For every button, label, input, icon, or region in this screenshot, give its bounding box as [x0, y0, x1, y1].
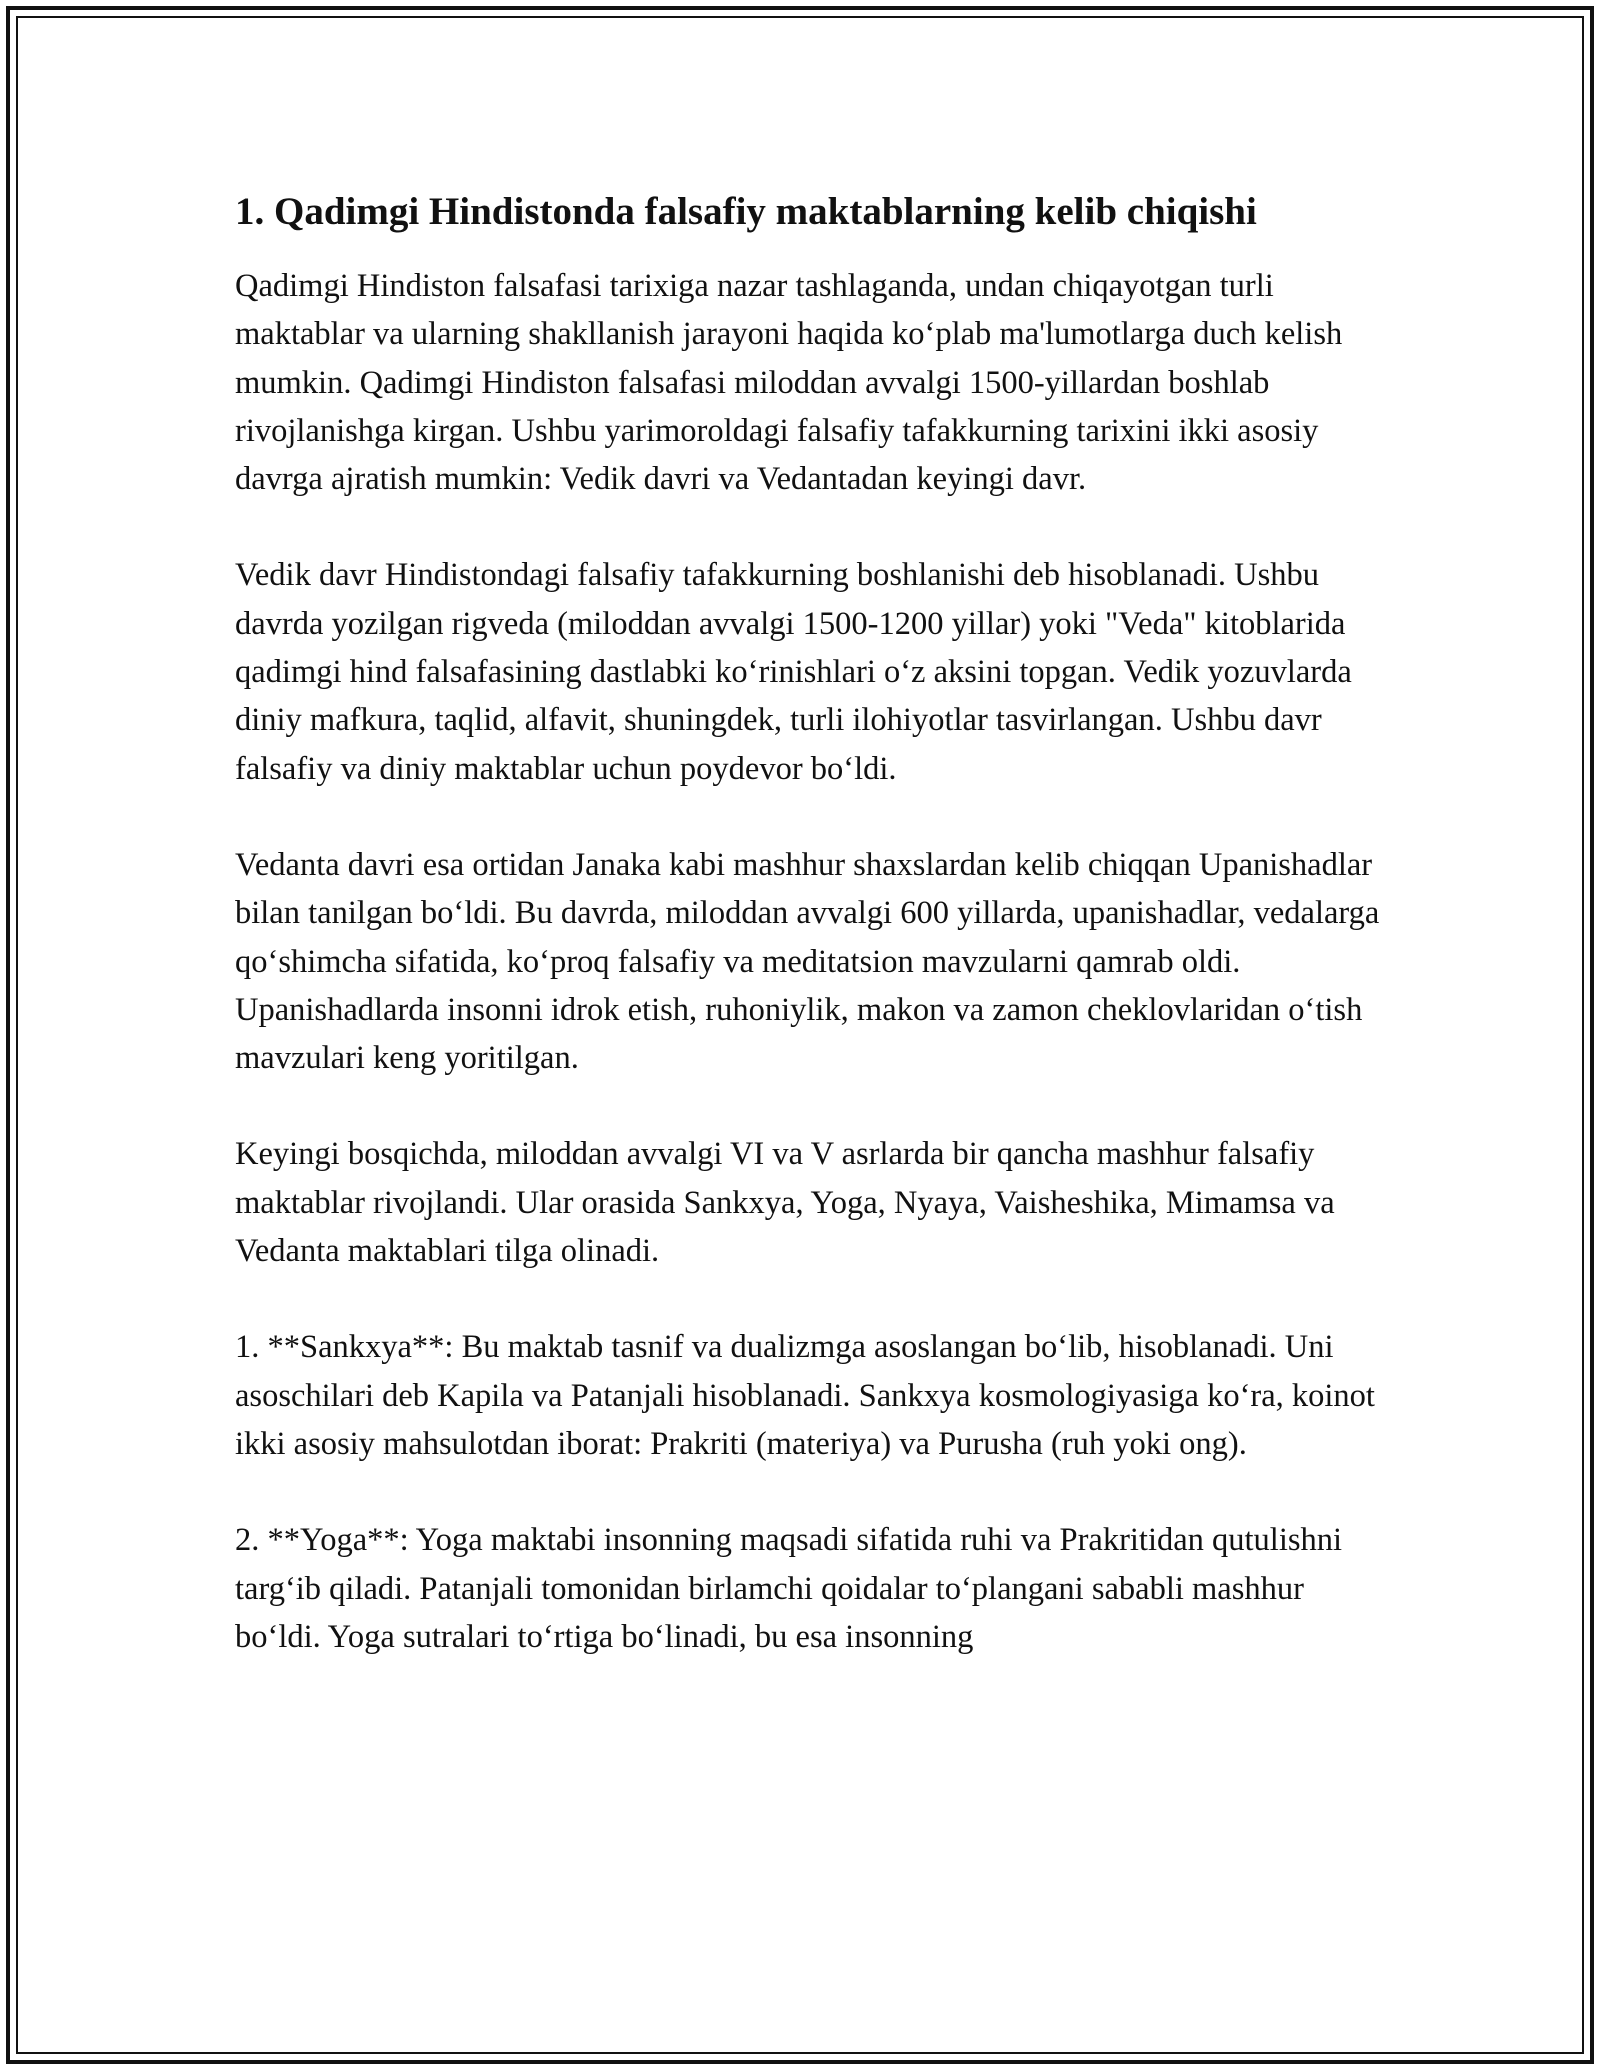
section-heading: 1. Qadimgi Hindistonda falsafiy maktablarning kelib chiqishi: [235, 190, 1257, 233]
paragraph-schools: Keyingi bosqichda, miloddan avvalgi VI va V asrlarda bir qancha mashhur falsafiy maktablar rivojlandi. Ular orasida Sankxya, Yoga, Nyaya, Vaisheshika, Mimamsa va Vedanta maktablari tilga olinadi.: [235, 1136, 1335, 1270]
document-page: [235, 184, 1385, 1661]
paragraph-vedic-period: Vedik davr Hindistondagi falsafiy tafakkurning boshlanishi deb hisoblanadi. Ushbu davrda yozilgan rigveda (miloddan avvalgi 1500-1200 yillar) yoki "Veda" kitoblarida qadimgi hind falsafasining dastlabki ko‘rinishlari o‘z aksini topgan. Vedik yozuvlarda diniy mafkura, taqlid, alfavit, shuningdek, turli ilohiyotlar tasvirlangan. Ushbu davr falsafiy va diniy maktablar uchun poydevor bo‘ldi.: [235, 557, 1352, 787]
paragraph-intro: Qadimgi Hindiston falsafasi tarixiga nazar tashlaganda, undan chiqayotgan turli maktablar va ularning shakllanish jarayoni haqida ko‘plab ma'lumotlarga duch kelish mumkin. Qadimgi Hindiston falsafasi miloddan avvalgi 1500-yillardan boshlab rivojlanishga kirgan. Ushbu yarimoroldagi falsafiy tafakkurning tarixini ikki asosiy davrga ajratish mumkin: Vedik davri va Vedantadan keyingi davr.: [235, 268, 1343, 498]
list-item-sankxya: 1. **Sankxya**: Bu maktab tasnif va dualizmga asoslangan bo‘lib, hisoblanadi. Uni asoschilari deb Kapila va Patanjali hisoblanadi. Sankxya kosmologiyasiga ko‘ra, koinot ikki asosiy mahsulotdan iborat: Prakriti (materiya) va Purusha (ruh yoki ong).: [235, 1329, 1375, 1462]
list-item-yoga: 2. **Yoga**: Yoga maktabi insonning maqsadi sifatida ruhi va Prakritidan qutulishni targ‘ib qiladi. Patanjali tomonidan birlamchi qoidalar to‘plangani sababli mashhur bo‘ldi. Yoga sutralari to‘rtiga bo‘linadi, bu esa insonning: [235, 1522, 1343, 1655]
paragraph-vedanta-period: Vedanta davri esa ortidan Janaka kabi mashhur shaxslardan kelib chiqqan Upanishadlar bilan tanilgan bo‘ldi. Bu davrda, miloddan avvalgi 600 yillarda, upanishadlar, vedalarga qo‘shimcha sifatida, ko‘proq falsafiy va meditatsion mavzularni qamrab oldi. Upanishadlarda insonni idrok etish, ruhoniylik, makon va zamon cheklovlaridan o‘tish mavzulari keng yoritilgan.: [235, 846, 1380, 1077]
